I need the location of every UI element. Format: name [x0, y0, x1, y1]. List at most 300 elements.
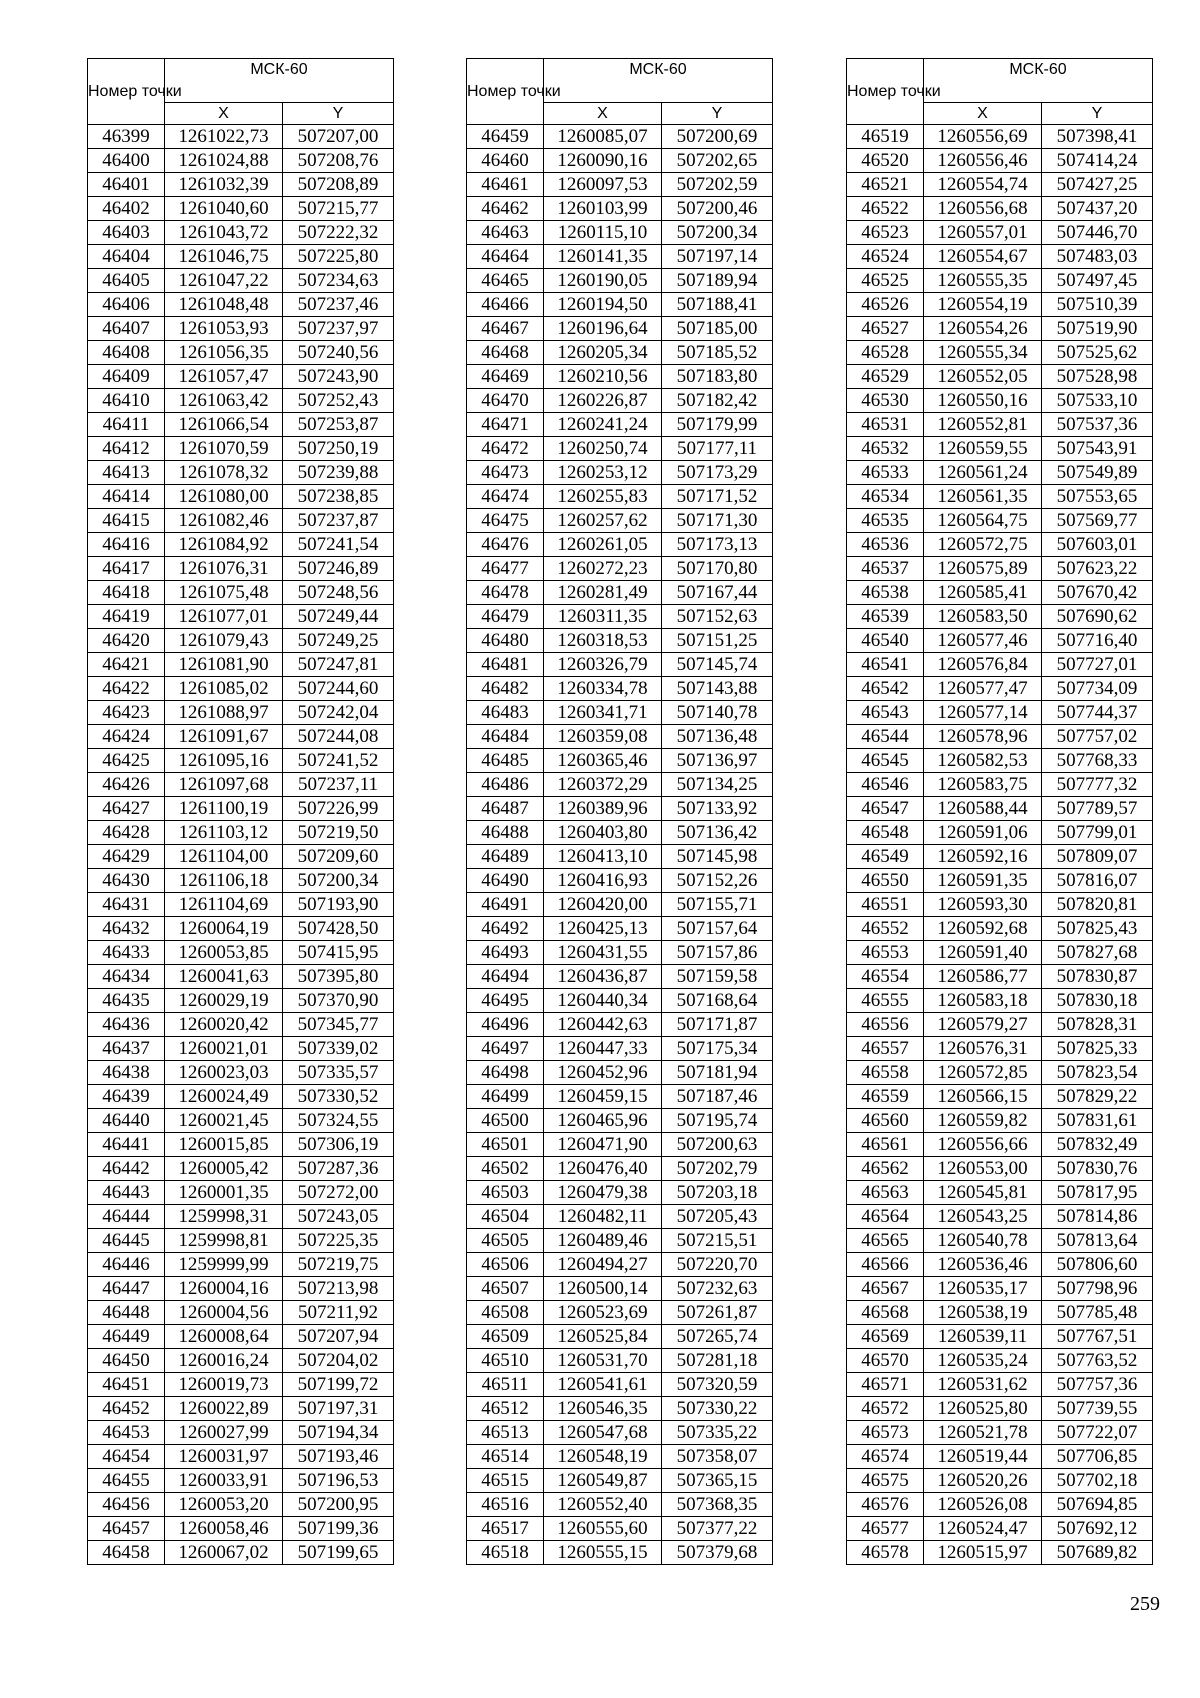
x-coordinate-cell: 1260004,56	[165, 1301, 283, 1325]
table-row	[88, 965, 394, 989]
y-coordinate-cell: 507155,71	[662, 893, 773, 917]
point-number-cell: 46439	[88, 1085, 165, 1109]
table-row	[847, 317, 1153, 341]
x-coordinate-cell: 1261053,93	[165, 317, 283, 341]
table-row	[88, 773, 394, 797]
point-number-cell: 46548	[847, 821, 924, 845]
table-row	[847, 485, 1153, 509]
table-row	[88, 653, 394, 677]
x-coordinate-cell: 1260210,56	[544, 365, 662, 389]
point-number-cell: 46437	[88, 1037, 165, 1061]
point-number-cell: 46508	[467, 1301, 544, 1325]
point-number-cell: 46513	[467, 1421, 544, 1445]
x-coordinate-cell: 1261084,92	[165, 533, 283, 557]
x-coordinate-cell: 1260583,18	[924, 989, 1042, 1013]
table-row	[88, 869, 394, 893]
page-number: 259	[1130, 1593, 1160, 1615]
point-number-cell: 46470	[467, 389, 544, 413]
table-row	[847, 797, 1153, 821]
point-number-cell: 46504	[467, 1205, 544, 1229]
y-coordinate-cell: 507193,46	[283, 1445, 394, 1469]
y-coordinate-cell: 507205,43	[662, 1205, 773, 1229]
x-coordinate-cell: 1260555,35	[924, 269, 1042, 293]
table-row	[847, 1541, 1153, 1565]
point-number-cell: 46465	[467, 269, 544, 293]
point-number-cell: 46562	[847, 1157, 924, 1181]
y-coordinate-cell: 507320,59	[662, 1373, 773, 1397]
y-coordinate-cell: 507816,07	[1042, 869, 1153, 893]
y-coordinate-cell: 507237,11	[283, 773, 394, 797]
point-number-cell: 46538	[847, 581, 924, 605]
x-coordinate-cell: 1260452,96	[544, 1061, 662, 1085]
y-coordinate-cell: 507199,36	[283, 1517, 394, 1541]
point-number-cell: 46521	[847, 173, 924, 197]
point-number-cell: 46475	[467, 509, 544, 533]
table-row	[88, 1205, 394, 1229]
table-row	[467, 1325, 773, 1349]
y-coordinate-cell: 507246,89	[283, 557, 394, 581]
y-coordinate-cell: 507143,88	[662, 677, 773, 701]
y-coordinate-cell: 507358,07	[662, 1445, 773, 1469]
x-coordinate-cell: 1260465,96	[544, 1109, 662, 1133]
coordinate-system-header: МСК-60	[924, 59, 1153, 103]
x-coordinate-cell: 1260027,99	[165, 1421, 283, 1445]
table-row	[88, 341, 394, 365]
x-coordinate-cell: 1260559,82	[924, 1109, 1042, 1133]
point-number-cell: 46533	[847, 461, 924, 485]
x-coordinate-cell: 1260482,11	[544, 1205, 662, 1229]
table-row	[847, 197, 1153, 221]
x-coordinate-cell: 1260436,87	[544, 965, 662, 989]
point-number-cell: 46576	[847, 1493, 924, 1517]
y-coordinate-cell: 507830,76	[1042, 1157, 1153, 1181]
point-number-header: Номер точки	[467, 59, 544, 125]
point-number-cell: 46496	[467, 1013, 544, 1037]
x-coordinate-cell: 1260053,85	[165, 941, 283, 965]
point-number-cell: 46488	[467, 821, 544, 845]
point-number-cell: 46404	[88, 245, 165, 269]
y-coordinate-cell: 507207,00	[283, 125, 394, 149]
point-number-cell: 46520	[847, 149, 924, 173]
x-coordinate-cell: 1260561,35	[924, 485, 1042, 509]
point-number-cell: 46429	[88, 845, 165, 869]
x-coordinate-cell: 1260442,63	[544, 1013, 662, 1037]
y-coordinate-cell: 507272,00	[283, 1181, 394, 1205]
point-number-cell: 46417	[88, 557, 165, 581]
point-number-header: Номер точки	[88, 59, 165, 125]
point-number-cell: 46506	[467, 1253, 544, 1277]
y-coordinate-cell: 507813,64	[1042, 1229, 1153, 1253]
y-coordinate-cell: 507398,41	[1042, 125, 1153, 149]
x-coordinate-cell: 1261066,54	[165, 413, 283, 437]
x-coordinate-cell: 1260190,05	[544, 269, 662, 293]
x-coordinate-cell: 1261097,68	[165, 773, 283, 797]
table-row	[88, 1229, 394, 1253]
point-number-cell: 46483	[467, 701, 544, 725]
y-coordinate-cell: 507370,90	[283, 989, 394, 1013]
point-number-cell: 46458	[88, 1541, 165, 1565]
table-row	[467, 1013, 773, 1037]
x-coordinate-cell: 1260085,07	[544, 125, 662, 149]
point-number-cell: 46447	[88, 1277, 165, 1301]
x-coordinate-cell: 1260023,03	[165, 1061, 283, 1085]
point-number-cell: 46524	[847, 245, 924, 269]
x-coordinate-cell: 1260526,08	[924, 1493, 1042, 1517]
table-row	[847, 461, 1153, 485]
point-number-cell: 46480	[467, 629, 544, 653]
table-row	[88, 629, 394, 653]
y-coordinate-cell: 507377,22	[662, 1517, 773, 1541]
point-number-cell: 46462	[467, 197, 544, 221]
point-number-cell: 46453	[88, 1421, 165, 1445]
coordinates-table-1	[87, 58, 394, 1565]
y-coordinate-cell: 507806,60	[1042, 1253, 1153, 1277]
table-row	[88, 605, 394, 629]
x-coordinate-cell: 1260554,74	[924, 173, 1042, 197]
table-row	[88, 1133, 394, 1157]
x-coordinate-cell: 1260577,14	[924, 701, 1042, 725]
x-coordinate-cell: 1261047,22	[165, 269, 283, 293]
point-number-cell: 46572	[847, 1397, 924, 1421]
table-row	[88, 1517, 394, 1541]
point-number-cell: 46474	[467, 485, 544, 509]
y-coordinate-cell: 507207,94	[283, 1325, 394, 1349]
x-coordinate-cell: 1261080,00	[165, 485, 283, 509]
y-coordinate-cell: 507238,85	[283, 485, 394, 509]
point-number-cell: 46492	[467, 917, 544, 941]
x-coordinate-cell: 1260064,19	[165, 917, 283, 941]
y-coordinate-cell: 507202,79	[662, 1157, 773, 1181]
x-coordinate-cell: 1260541,61	[544, 1373, 662, 1397]
point-number-cell: 46444	[88, 1205, 165, 1229]
table-row	[847, 1373, 1153, 1397]
table-row	[847, 221, 1153, 245]
x-coordinate-cell: 1260583,75	[924, 773, 1042, 797]
x-coordinate-cell: 1260555,34	[924, 341, 1042, 365]
x-coordinate-cell: 1261095,16	[165, 749, 283, 773]
y-coordinate-cell: 507189,94	[662, 269, 773, 293]
x-coordinate-cell: 1260255,83	[544, 485, 662, 509]
x-coordinate-cell: 1260556,68	[924, 197, 1042, 221]
y-coordinate-cell: 507215,51	[662, 1229, 773, 1253]
x-coordinate-cell: 1260515,97	[924, 1541, 1042, 1565]
x-coordinate-cell: 1261022,73	[165, 125, 283, 149]
point-number-cell: 46421	[88, 653, 165, 677]
point-number-cell: 46430	[88, 869, 165, 893]
x-column-header: X	[924, 103, 1042, 125]
table-row	[847, 677, 1153, 701]
point-number-cell: 46502	[467, 1157, 544, 1181]
y-coordinate-cell: 507519,90	[1042, 317, 1153, 341]
x-coordinate-cell: 1260543,25	[924, 1205, 1042, 1229]
x-coordinate-cell: 1260572,75	[924, 533, 1042, 557]
y-coordinate-cell: 507287,36	[283, 1157, 394, 1181]
y-coordinate-cell: 507365,15	[662, 1469, 773, 1493]
x-coordinate-cell: 1261046,75	[165, 245, 283, 269]
x-coordinate-cell: 1260525,80	[924, 1397, 1042, 1421]
y-coordinate-cell: 507265,74	[662, 1325, 773, 1349]
x-coordinate-cell: 1260548,19	[544, 1445, 662, 1469]
table-row	[88, 1397, 394, 1421]
x-coordinate-cell: 1260591,35	[924, 869, 1042, 893]
table-row	[88, 749, 394, 773]
y-coordinate-cell: 507188,41	[662, 293, 773, 317]
table-row	[88, 365, 394, 389]
x-coordinate-cell: 1260141,35	[544, 245, 662, 269]
x-coordinate-cell: 1260489,46	[544, 1229, 662, 1253]
y-coordinate-cell: 507200,34	[283, 869, 394, 893]
point-number-cell: 46546	[847, 773, 924, 797]
table-row	[88, 293, 394, 317]
table-row	[467, 557, 773, 581]
point-number-cell: 46428	[88, 821, 165, 845]
table-row	[88, 581, 394, 605]
point-number-cell: 46499	[467, 1085, 544, 1109]
x-coordinate-cell: 1260020,42	[165, 1013, 283, 1037]
y-coordinate-cell: 507483,03	[1042, 245, 1153, 269]
point-number-cell: 46523	[847, 221, 924, 245]
y-coordinate-cell: 507136,97	[662, 749, 773, 773]
x-coordinate-cell: 1260053,20	[165, 1493, 283, 1517]
y-coordinate-cell: 507623,22	[1042, 557, 1153, 581]
x-coordinate-cell: 1260557,01	[924, 221, 1042, 245]
y-coordinate-cell: 507194,34	[283, 1421, 394, 1445]
table-row	[847, 1301, 1153, 1325]
table-row	[847, 845, 1153, 869]
point-number-cell: 46473	[467, 461, 544, 485]
y-coordinate-cell: 507197,14	[662, 245, 773, 269]
point-number-cell: 46441	[88, 1133, 165, 1157]
x-coordinate-cell: 1260545,81	[924, 1181, 1042, 1205]
point-number-cell: 46413	[88, 461, 165, 485]
x-coordinate-cell: 1260476,40	[544, 1157, 662, 1181]
x-coordinate-cell: 1261104,00	[165, 845, 283, 869]
point-number-cell: 46468	[467, 341, 544, 365]
table-row	[847, 1421, 1153, 1445]
y-coordinate-cell: 507798,96	[1042, 1277, 1153, 1301]
y-coordinate-cell: 507727,01	[1042, 653, 1153, 677]
point-number-cell: 46535	[847, 509, 924, 533]
y-coordinate-cell: 507159,58	[662, 965, 773, 989]
x-coordinate-cell: 1260552,81	[924, 413, 1042, 437]
x-coordinate-cell: 1260471,90	[544, 1133, 662, 1157]
y-coordinate-cell: 507368,35	[662, 1493, 773, 1517]
x-coordinate-cell: 1260041,63	[165, 965, 283, 989]
x-coordinate-cell: 1260588,44	[924, 797, 1042, 821]
table-row	[88, 317, 394, 341]
point-number-cell: 46425	[88, 749, 165, 773]
y-column-header: Y	[283, 103, 394, 125]
point-number-cell: 46401	[88, 173, 165, 197]
y-coordinate-cell: 507200,46	[662, 197, 773, 221]
point-number-cell: 46469	[467, 365, 544, 389]
table-row	[88, 1469, 394, 1493]
x-coordinate-cell: 1260031,97	[165, 1445, 283, 1469]
table-row	[847, 173, 1153, 197]
x-coordinate-cell: 1260547,68	[544, 1421, 662, 1445]
table-row	[847, 893, 1153, 917]
point-number-cell: 46486	[467, 773, 544, 797]
point-number-cell: 46565	[847, 1229, 924, 1253]
y-coordinate-cell: 507145,74	[662, 653, 773, 677]
x-coordinate-cell: 1260552,40	[544, 1493, 662, 1517]
x-coordinate-cell: 1260413,10	[544, 845, 662, 869]
point-number-cell: 46472	[467, 437, 544, 461]
x-coordinate-cell: 1260554,67	[924, 245, 1042, 269]
y-coordinate-cell: 507757,36	[1042, 1373, 1153, 1397]
table-row	[847, 413, 1153, 437]
y-coordinate-cell: 507152,26	[662, 869, 773, 893]
point-number-cell: 46566	[847, 1253, 924, 1277]
x-coordinate-cell: 1259998,81	[165, 1229, 283, 1253]
y-coordinate-cell: 507757,02	[1042, 725, 1153, 749]
table-row	[467, 221, 773, 245]
table-row	[88, 413, 394, 437]
x-coordinate-cell: 1260318,53	[544, 629, 662, 653]
table-row	[88, 509, 394, 533]
point-number-cell: 46531	[847, 413, 924, 437]
point-number-cell: 46449	[88, 1325, 165, 1349]
point-number-cell: 46547	[847, 797, 924, 821]
x-coordinate-cell: 1260372,29	[544, 773, 662, 797]
x-coordinate-cell: 1260546,35	[544, 1397, 662, 1421]
point-number-cell: 46540	[847, 629, 924, 653]
point-number-cell: 46501	[467, 1133, 544, 1157]
table-row	[467, 1541, 773, 1565]
y-coordinate-cell: 507825,43	[1042, 917, 1153, 941]
y-coordinate-cell: 507820,81	[1042, 893, 1153, 917]
table-row	[847, 533, 1153, 557]
table-row	[847, 1061, 1153, 1085]
y-coordinate-cell: 507179,99	[662, 413, 773, 437]
table-row	[88, 1493, 394, 1517]
point-number-cell: 46423	[88, 701, 165, 725]
y-coordinate-cell: 507199,72	[283, 1373, 394, 1397]
table-row	[467, 821, 773, 845]
x-coordinate-cell: 1260359,08	[544, 725, 662, 749]
table-row	[467, 317, 773, 341]
table-row	[467, 1421, 773, 1445]
table-row	[88, 1157, 394, 1181]
x-coordinate-cell: 1261100,19	[165, 797, 283, 821]
y-coordinate-cell: 507197,31	[283, 1397, 394, 1421]
point-number-cell: 46400	[88, 149, 165, 173]
point-number-cell: 46481	[467, 653, 544, 677]
table-row	[88, 1109, 394, 1133]
y-coordinate-cell: 507168,64	[662, 989, 773, 1013]
table-row	[847, 1517, 1153, 1541]
y-coordinate-cell: 507237,97	[283, 317, 394, 341]
x-coordinate-cell: 1260103,99	[544, 197, 662, 221]
x-coordinate-cell: 1260033,91	[165, 1469, 283, 1493]
y-coordinate-cell: 507525,62	[1042, 341, 1153, 365]
y-coordinate-cell: 507241,52	[283, 749, 394, 773]
table-row	[88, 941, 394, 965]
y-coordinate-cell: 507185,52	[662, 341, 773, 365]
point-number-cell: 46555	[847, 989, 924, 1013]
table-row	[88, 557, 394, 581]
y-coordinate-cell: 507140,78	[662, 701, 773, 725]
table-row	[847, 1469, 1153, 1493]
point-number-cell: 46532	[847, 437, 924, 461]
x-coordinate-cell: 1260586,77	[924, 965, 1042, 989]
point-number-cell: 46427	[88, 797, 165, 821]
point-number-cell: 46484	[467, 725, 544, 749]
x-coordinate-cell: 1260521,78	[924, 1421, 1042, 1445]
table-row	[467, 917, 773, 941]
point-number-cell: 46450	[88, 1349, 165, 1373]
point-number-cell: 46571	[847, 1373, 924, 1397]
y-coordinate-cell: 507553,65	[1042, 485, 1153, 509]
y-coordinate-cell: 507209,60	[283, 845, 394, 869]
y-coordinate-cell: 507690,62	[1042, 605, 1153, 629]
point-number-cell: 46466	[467, 293, 544, 317]
y-coordinate-cell: 507261,87	[662, 1301, 773, 1325]
x-coordinate-cell: 1260554,26	[924, 317, 1042, 341]
x-coordinate-cell: 1260538,19	[924, 1301, 1042, 1325]
y-coordinate-cell: 507200,63	[662, 1133, 773, 1157]
x-column-header: X	[165, 103, 283, 125]
table-row	[467, 1301, 773, 1325]
table-row	[467, 461, 773, 485]
point-number-cell: 46434	[88, 965, 165, 989]
table-row	[88, 893, 394, 917]
x-coordinate-cell: 1260536,46	[924, 1253, 1042, 1277]
point-number-cell: 46512	[467, 1397, 544, 1421]
point-number-cell: 46460	[467, 149, 544, 173]
point-number-cell: 46553	[847, 941, 924, 965]
y-coordinate-cell: 507335,22	[662, 1421, 773, 1445]
point-number-cell: 46518	[467, 1541, 544, 1565]
y-coordinate-cell: 507832,49	[1042, 1133, 1153, 1157]
x-coordinate-cell: 1260067,02	[165, 1541, 283, 1565]
x-coordinate-cell: 1260556,46	[924, 149, 1042, 173]
y-coordinate-cell: 507167,44	[662, 581, 773, 605]
table-row	[467, 173, 773, 197]
y-coordinate-cell: 507828,31	[1042, 1013, 1153, 1037]
point-number-cell: 46550	[847, 869, 924, 893]
table-row	[847, 1349, 1153, 1373]
table-row	[467, 437, 773, 461]
table-row	[847, 1109, 1153, 1133]
table-row	[467, 533, 773, 557]
x-coordinate-cell: 1260226,87	[544, 389, 662, 413]
y-coordinate-cell: 507427,25	[1042, 173, 1153, 197]
table-row	[847, 269, 1153, 293]
x-coordinate-cell: 1259998,31	[165, 1205, 283, 1229]
y-coordinate-cell: 507831,61	[1042, 1109, 1153, 1133]
table-row	[467, 797, 773, 821]
x-coordinate-cell: 1261085,02	[165, 677, 283, 701]
y-coordinate-cell: 507134,25	[662, 773, 773, 797]
point-number-cell: 46567	[847, 1277, 924, 1301]
y-coordinate-cell: 507827,68	[1042, 941, 1153, 965]
x-coordinate-cell: 1260552,05	[924, 365, 1042, 389]
table-row	[467, 1445, 773, 1469]
x-coordinate-cell: 1260021,01	[165, 1037, 283, 1061]
y-coordinate-cell: 507716,40	[1042, 629, 1153, 653]
point-number-cell: 46561	[847, 1133, 924, 1157]
table-row	[88, 1253, 394, 1277]
point-number-cell: 46420	[88, 629, 165, 653]
point-number-cell: 46455	[88, 1469, 165, 1493]
table-row	[88, 149, 394, 173]
point-number-cell: 46530	[847, 389, 924, 413]
x-coordinate-cell: 1261079,43	[165, 629, 283, 653]
table-row	[467, 1517, 773, 1541]
y-coordinate-cell: 507252,43	[283, 389, 394, 413]
x-coordinate-cell: 1260022,89	[165, 1397, 283, 1421]
